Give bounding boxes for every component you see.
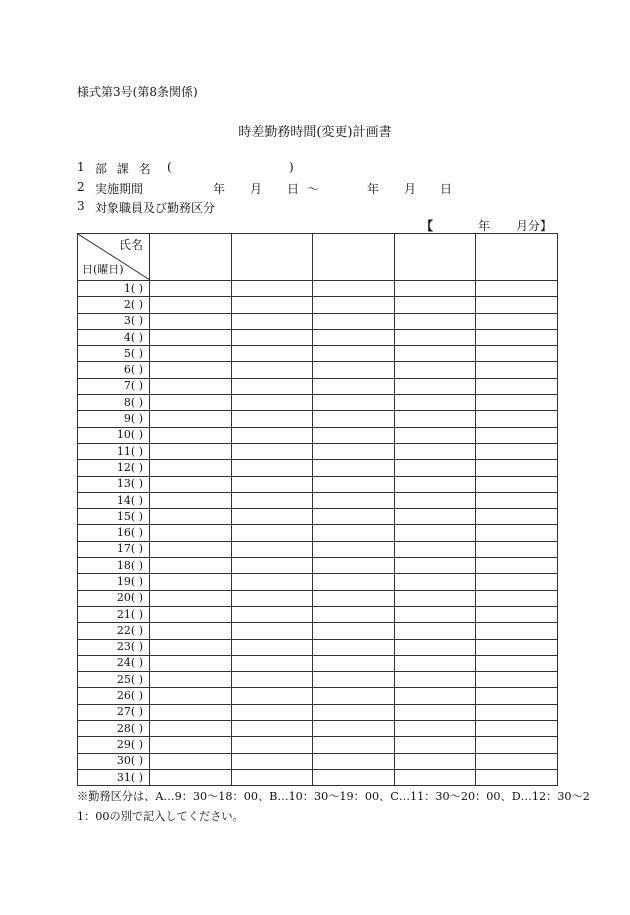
day-label: 29( ) — [78, 737, 150, 753]
shift-cell[interactable] — [476, 541, 558, 557]
day-label: 11( ) — [78, 443, 150, 459]
month-month: 月分】 — [516, 219, 553, 233]
period-label: 実施期間 — [95, 182, 144, 196]
shift-cell[interactable] — [476, 606, 558, 622]
day-label: 24( ) — [78, 655, 150, 671]
shift-cell[interactable] — [231, 558, 313, 574]
note-line-2: 1：00の別で記入してください。 — [77, 810, 244, 823]
shift-cell[interactable] — [313, 606, 395, 622]
day-label: 13( ) — [78, 476, 150, 492]
table-row — [78, 378, 558, 394]
header-day-label: 日(曜日) — [82, 263, 124, 276]
day-label: 28( ) — [78, 721, 150, 737]
shift-cell[interactable] — [476, 721, 558, 737]
shift-cell[interactable] — [476, 769, 558, 785]
shift-cell[interactable] — [313, 574, 395, 590]
shift-cell[interactable] — [150, 721, 232, 737]
table-row — [78, 704, 558, 720]
shift-cell[interactable] — [476, 704, 558, 720]
shift-cell[interactable] — [150, 769, 232, 785]
shift-cell[interactable] — [231, 721, 313, 737]
shift-cell[interactable] — [313, 395, 395, 411]
item-number: 1 — [77, 160, 85, 174]
shift-cell[interactable] — [394, 395, 476, 411]
shift-cell[interactable] — [313, 443, 395, 459]
shift-cell[interactable] — [231, 623, 313, 639]
shift-cell[interactable] — [476, 509, 558, 525]
day-label: 27( ) — [78, 704, 150, 720]
shift-cell[interactable] — [150, 753, 232, 769]
shift-cell[interactable] — [476, 443, 558, 459]
shift-cell[interactable] — [313, 362, 395, 378]
day-label: 17( ) — [78, 541, 150, 557]
shift-cell[interactable] — [231, 329, 313, 345]
shift-cell[interactable] — [476, 313, 558, 329]
shift-cell[interactable] — [231, 443, 313, 459]
shift-cell[interactable] — [150, 346, 232, 362]
shift-cell[interactable] — [476, 378, 558, 394]
shift-cell[interactable] — [313, 313, 395, 329]
dept-close-paren: ) — [289, 160, 294, 174]
shift-cell[interactable] — [476, 329, 558, 345]
shift-cell[interactable] — [150, 281, 232, 297]
shift-cell[interactable] — [231, 769, 313, 785]
day-label: 16( ) — [78, 525, 150, 541]
day-label: 9( ) — [78, 411, 150, 427]
shift-cell[interactable] — [231, 672, 313, 688]
shift-cell[interactable] — [476, 623, 558, 639]
shift-cell[interactable] — [150, 476, 232, 492]
shift-cell[interactable] — [150, 737, 232, 753]
shift-cell[interactable] — [394, 639, 476, 655]
shift-cell[interactable] — [313, 476, 395, 492]
table-row — [78, 313, 558, 329]
shift-cell[interactable] — [150, 525, 232, 541]
shift-cell[interactable] — [150, 329, 232, 345]
shift-cell[interactable] — [476, 574, 558, 590]
shift-cell[interactable] — [394, 329, 476, 345]
shift-cell[interactable] — [313, 753, 395, 769]
table-row — [78, 329, 558, 345]
table-row — [78, 737, 558, 753]
day-label: 10( ) — [78, 427, 150, 443]
day-label: 20( ) — [78, 590, 150, 606]
table-row — [78, 362, 558, 378]
period-end-month: 月 — [404, 182, 417, 196]
shift-cell[interactable] — [476, 737, 558, 753]
table-row — [78, 492, 558, 508]
shift-cell[interactable] — [150, 297, 232, 313]
day-label: 21( ) — [78, 606, 150, 622]
shift-cell[interactable] — [231, 378, 313, 394]
period-end-day: 日 — [440, 182, 453, 196]
shift-cell[interactable] — [231, 704, 313, 720]
shift-cell[interactable] — [394, 313, 476, 329]
shift-cell[interactable] — [313, 688, 395, 704]
shift-cell[interactable] — [394, 688, 476, 704]
shift-cell[interactable] — [394, 590, 476, 606]
shift-cell[interactable] — [394, 737, 476, 753]
day-label: 6( ) — [78, 362, 150, 378]
name-cell[interactable] — [476, 234, 558, 281]
day-label: 12( ) — [78, 460, 150, 476]
shift-cell[interactable] — [313, 623, 395, 639]
period-start-year: 年 — [213, 182, 226, 196]
shift-cell[interactable] — [476, 281, 558, 297]
shift-cell[interactable] — [231, 427, 313, 443]
day-label: 30( ) — [78, 753, 150, 769]
shift-cell[interactable] — [476, 395, 558, 411]
shift-cell[interactable] — [313, 427, 395, 443]
period-start-month: 月 — [250, 182, 263, 196]
shift-cell[interactable] — [394, 655, 476, 671]
shift-cell[interactable] — [150, 574, 232, 590]
day-label: 8( ) — [78, 395, 150, 411]
day-label: 23( ) — [78, 639, 150, 655]
day-label: 18( ) — [78, 558, 150, 574]
shift-cell[interactable] — [313, 737, 395, 753]
shift-cell[interactable] — [231, 362, 313, 378]
shift-cell[interactable] — [394, 574, 476, 590]
shift-cell[interactable] — [476, 590, 558, 606]
shift-cell[interactable] — [476, 411, 558, 427]
table-row — [78, 427, 558, 443]
day-label: 22( ) — [78, 623, 150, 639]
shift-cell[interactable] — [313, 346, 395, 362]
shift-cell[interactable] — [231, 313, 313, 329]
period-end-year: 年 — [367, 182, 380, 196]
day-label: 26( ) — [78, 688, 150, 704]
shift-cell[interactable] — [231, 590, 313, 606]
shift-cell[interactable] — [231, 606, 313, 622]
document-title: 時差勤務時間(変更)計画書 — [238, 125, 392, 140]
shift-cell[interactable] — [394, 606, 476, 622]
day-label: 5( ) — [78, 346, 150, 362]
shift-cell[interactable] — [476, 297, 558, 313]
table-row — [78, 346, 558, 362]
item-number: 3 — [77, 199, 85, 213]
header-corner-cell — [78, 234, 150, 281]
shift-cell[interactable] — [476, 672, 558, 688]
shift-cell[interactable] — [150, 688, 232, 704]
shift-cell[interactable] — [231, 346, 313, 362]
table-row — [78, 411, 558, 427]
shift-cell[interactable] — [150, 460, 232, 476]
name-cell[interactable] — [394, 234, 476, 281]
table-row — [78, 721, 558, 737]
table-row — [78, 590, 558, 606]
table-row — [78, 395, 558, 411]
shift-cell[interactable] — [394, 427, 476, 443]
name-cell[interactable] — [313, 234, 395, 281]
shift-cell[interactable] — [313, 329, 395, 345]
shift-cell[interactable] — [394, 525, 476, 541]
shift-cell[interactable] — [394, 509, 476, 525]
shift-cell[interactable] — [476, 639, 558, 655]
day-label: 31( ) — [78, 769, 150, 785]
table-row — [78, 672, 558, 688]
table-row — [78, 753, 558, 769]
table-row — [78, 297, 558, 313]
shift-cell[interactable] — [313, 558, 395, 574]
shift-cell[interactable] — [231, 525, 313, 541]
shift-cell[interactable] — [313, 721, 395, 737]
shift-cell[interactable] — [150, 362, 232, 378]
shift-cell[interactable] — [394, 281, 476, 297]
shift-cell[interactable] — [150, 313, 232, 329]
shift-cell[interactable] — [476, 688, 558, 704]
shift-cell[interactable] — [313, 541, 395, 557]
shift-cell[interactable] — [394, 346, 476, 362]
period-tilde: 〜 — [307, 182, 320, 196]
table-row — [78, 558, 558, 574]
table-header-row — [78, 234, 558, 281]
period-start-day: 日 — [287, 182, 300, 196]
shift-cell[interactable] — [150, 509, 232, 525]
shift-cell[interactable] — [394, 541, 476, 557]
table-row — [78, 688, 558, 704]
day-label: 2( ) — [78, 297, 150, 313]
shift-cell[interactable] — [476, 460, 558, 476]
table-row — [78, 443, 558, 459]
shift-cell[interactable] — [313, 672, 395, 688]
item-number: 2 — [77, 180, 85, 194]
shift-cell[interactable] — [313, 655, 395, 671]
shift-cell[interactable] — [150, 639, 232, 655]
shift-cell[interactable] — [231, 639, 313, 655]
shift-cell[interactable] — [231, 541, 313, 557]
table-row — [78, 509, 558, 525]
month-open-bracket: 【 — [421, 219, 434, 233]
table-row — [78, 460, 558, 476]
shift-cell[interactable] — [313, 460, 395, 476]
shift-cell[interactable] — [231, 688, 313, 704]
name-cell[interactable] — [231, 234, 313, 281]
dept-label: 部 課 名 — [95, 162, 154, 176]
table-row — [78, 525, 558, 541]
shift-cell[interactable] — [150, 606, 232, 622]
shift-cell[interactable] — [394, 460, 476, 476]
shift-cell[interactable] — [476, 525, 558, 541]
shift-cell[interactable] — [150, 378, 232, 394]
table-row — [78, 639, 558, 655]
shift-cell[interactable] — [313, 590, 395, 606]
day-label: 19( ) — [78, 574, 150, 590]
shift-cell[interactable] — [313, 639, 395, 655]
shift-cell[interactable] — [150, 672, 232, 688]
shift-cell[interactable] — [231, 655, 313, 671]
shift-cell[interactable] — [394, 492, 476, 508]
table-row — [78, 574, 558, 590]
form-number: 様式第3号(第8条関係) — [77, 85, 198, 99]
shift-cell[interactable] — [313, 509, 395, 525]
table-row — [78, 769, 558, 785]
shift-cell[interactable] — [394, 721, 476, 737]
schedule-table — [77, 233, 558, 786]
shift-cell[interactable] — [394, 443, 476, 459]
shift-cell[interactable] — [313, 525, 395, 541]
table-row — [78, 541, 558, 557]
shift-cell[interactable] — [476, 476, 558, 492]
shift-cell[interactable] — [150, 655, 232, 671]
shift-cell[interactable] — [313, 378, 395, 394]
table-row — [78, 655, 558, 671]
name-cell[interactable] — [150, 234, 232, 281]
shift-cell[interactable] — [394, 769, 476, 785]
shift-cell[interactable] — [150, 395, 232, 411]
note-line-1: ※勤務区分は、A…9：30〜18：00、B…10：30〜19：00、C…11：30〜20：00、D…12：30〜2 — [77, 790, 590, 803]
shift-cell[interactable] — [231, 476, 313, 492]
shift-cell[interactable] — [150, 704, 232, 720]
shift-cell[interactable] — [150, 492, 232, 508]
day-label: 25( ) — [78, 672, 150, 688]
shift-cell[interactable] — [476, 492, 558, 508]
shift-cell[interactable] — [150, 541, 232, 557]
shift-cell[interactable] — [150, 443, 232, 459]
shift-cell[interactable] — [394, 558, 476, 574]
shift-cell[interactable] — [231, 460, 313, 476]
shift-cell[interactable] — [476, 655, 558, 671]
month-year: 年 — [478, 219, 491, 233]
shift-cell[interactable] — [394, 704, 476, 720]
shift-cell[interactable] — [394, 623, 476, 639]
shift-cell[interactable] — [476, 753, 558, 769]
shift-cell[interactable] — [476, 427, 558, 443]
shift-cell[interactable] — [231, 281, 313, 297]
shift-cell[interactable] — [231, 737, 313, 753]
shift-cell[interactable] — [313, 704, 395, 720]
table-row — [78, 476, 558, 492]
shift-cell[interactable] — [150, 558, 232, 574]
shift-cell[interactable] — [394, 362, 476, 378]
shift-cell[interactable] — [231, 492, 313, 508]
shift-cell[interactable] — [231, 753, 313, 769]
shift-cell[interactable] — [394, 753, 476, 769]
shift-cell[interactable] — [313, 297, 395, 313]
shift-cell[interactable] — [150, 411, 232, 427]
shift-cell[interactable] — [476, 558, 558, 574]
header-name-label: 氏名 — [118, 238, 143, 252]
day-label: 3( ) — [78, 313, 150, 329]
shift-cell[interactable] — [231, 297, 313, 313]
shift-cell[interactable] — [231, 574, 313, 590]
shift-cell[interactable] — [313, 769, 395, 785]
shift-cell[interactable] — [231, 411, 313, 427]
table-row — [78, 281, 558, 297]
day-label: 15( ) — [78, 509, 150, 525]
shift-cell[interactable] — [313, 411, 395, 427]
shift-cell[interactable] — [476, 346, 558, 362]
shift-cell[interactable] — [394, 378, 476, 394]
shift-cell[interactable] — [313, 492, 395, 508]
shift-cell[interactable] — [476, 362, 558, 378]
target-label: 対象職員及び勤務区分 — [95, 201, 216, 215]
shift-cell[interactable] — [150, 590, 232, 606]
day-label: 4( ) — [78, 329, 150, 345]
shift-cell[interactable] — [231, 509, 313, 525]
shift-cell[interactable] — [150, 623, 232, 639]
shift-cell[interactable] — [394, 672, 476, 688]
day-label: 14( ) — [78, 492, 150, 508]
shift-cell[interactable] — [394, 476, 476, 492]
shift-cell[interactable] — [231, 395, 313, 411]
dept-open-paren: ( — [167, 160, 172, 174]
shift-cell[interactable] — [313, 281, 395, 297]
shift-cell[interactable] — [394, 297, 476, 313]
day-label: 1( ) — [78, 281, 150, 297]
shift-cell[interactable] — [150, 427, 232, 443]
table-row — [78, 606, 558, 622]
table-row — [78, 623, 558, 639]
day-label: 7( ) — [78, 378, 150, 394]
shift-cell[interactable] — [394, 411, 476, 427]
